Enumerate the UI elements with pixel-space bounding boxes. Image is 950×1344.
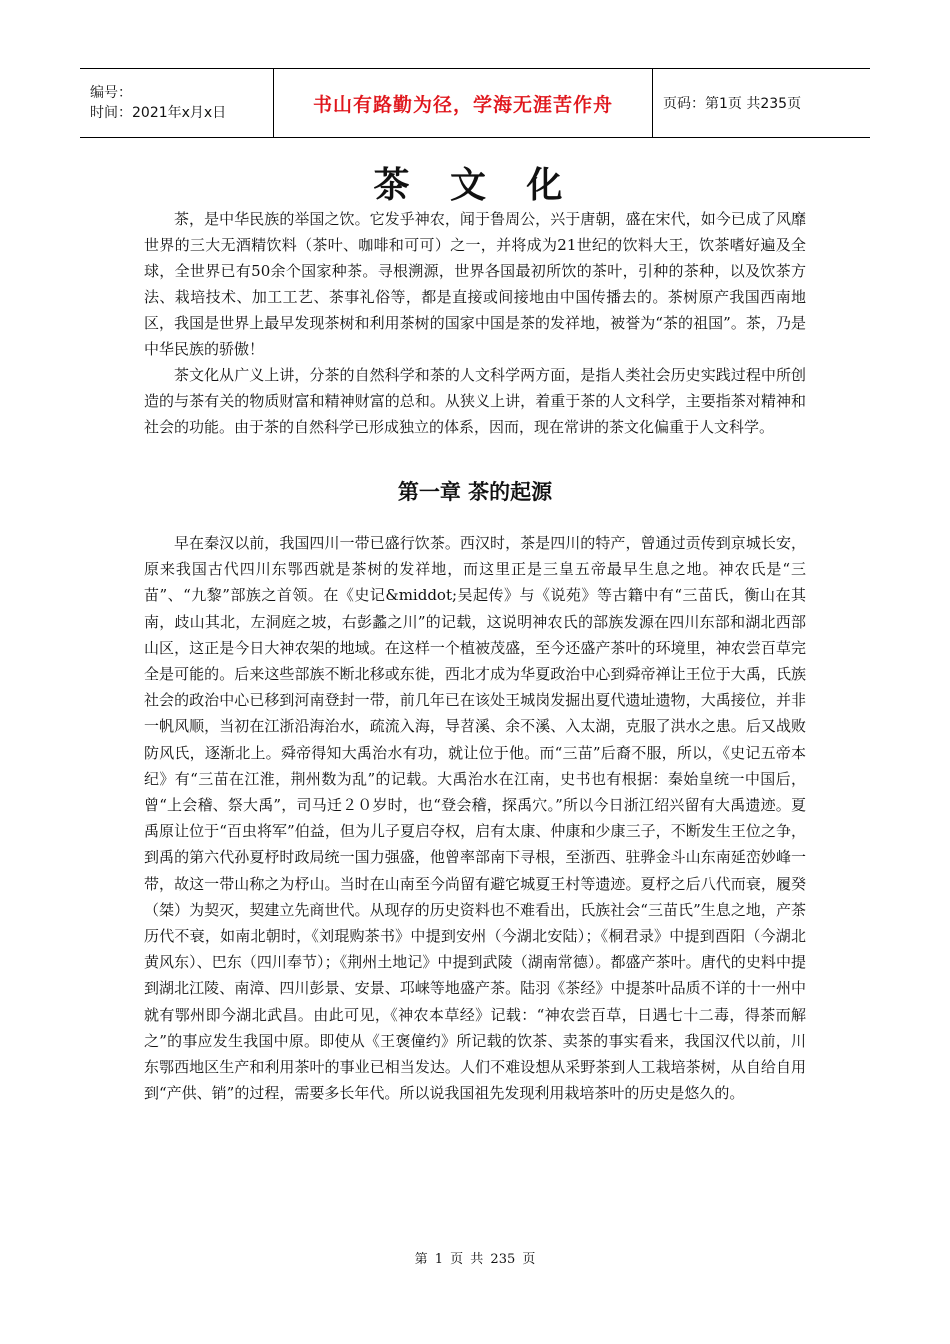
header-motto-cell	[273, 69, 653, 137]
intro-paragraph: 茶文化从广义上讲，分茶的自然科学和茶的人文科学两方面，是指人类社会历史实践过程中所创造的与茶有关的物质财富和精神财富的总和。从狭义上讲，着重于茶的人文科学，主要指茶对精神和社会的功能。由于茶的自然科学已形成独立的体系，因而，现在常讲的茶文化偏重于人文科学。	[144, 366, 806, 436]
chapter-heading: 第一章 茶的起源	[397, 480, 553, 504]
number-label: 编号：	[90, 85, 132, 101]
page-header	[80, 68, 870, 138]
header-meta	[80, 69, 273, 137]
date-label: 时间：2021年x月x日	[90, 105, 227, 121]
intro-section	[144, 206, 806, 440]
chapter-body	[144, 530, 806, 1106]
page-footer: 第 1 页 共 235 页	[414, 1252, 536, 1267]
document-title: 茶 文 化	[373, 164, 577, 206]
chapter-paragraph: 早在秦汉以前，我国四川一带已盛行饮茶。西汉时，茶是四川的特产，曾通过贡传到京城长安，原来我国古代四川东鄂西就是茶树的发祥地，而这里正是三皇五帝最早生息之地。神农氏是“三苗”、“九黎”部族之首领。在《史记&middot;吴起传》与《说苑》等古籍中有“三苗氏，衡山在其南，歧山其北，左洞庭之坡，右彭蠡之川”的记载，这说明神农氏的部族发源在四川东部和湖北西部山区，这正是今日大神农架的地域。在这样一个植被茂盛，至今还盛产茶叶的环境里，神农尝百草完全是可能的。后来这些部族不断北移或东徙，西北才成为华夏政治中心到舜帝禅让王位于大禹，氏族社会的政治中心已移到河南登封一带，前几年已在该处王城岗发掘出夏代遗址遗物，大禹接位，并非一帆风顺，当初在江浙沿海治水，疏流入海，导苕溪、余不溪、入太湖，克服了洪水之患。后又战败防风氏，逐渐北上。舜帝得知大禹治水有功，就让位于他。而“三苗”后裔不服，所以，《史记五帝本纪》有“三苗在江淮，荆州数为乱”的记载。大禹治水在江南，史书也有根据：秦始皇统一中国后，曾“上会稽、祭大禹”，司马迁２０岁时，也“登会稽，探禹穴。”所以今日浙江绍兴留有大禹遗迹。夏禹原让位于“百虫将军”伯益，但为儿子夏启夺权，启有太康、仲康和少康三子，不断发生王位之争，到禹的第六代孙夏杼时政局统一国力强盛，他曾率部南下寻根，至浙西、驻骅金斗山东南延峦妙峰一带，故这一带山称之为杼山。当时在山南至今尚留有避它城夏王村等遗迹。夏杼之后八代而衰，履癸（桀）为契灭，契建立先商世代。从现存的历史资料也不难看出，氏族社会“三苗氏”生息之地，产茶历代不衰，如南北朝时，《刘琨购茶书》中提到安州（今湖北安陆）；《桐君录》中提到酉阳（今湖北黄风东）、巴东（四川奉节）；《荆州土地记》中提到武陵（湖南常德）。都盛产茶叶。唐代的史料中提到湖北江陵、南漳、四川彭景、安景、邛崃等地盛产茶。陆羽《茶经》中提茶叶品质不详的十一州中就有鄂州即今湖北武昌。由此可见，《神农本草经》记载：“神农尝百草，日遇七十二毒，得茶而解之”的事应发生我国中原。即使从《王褒僮约》所记载的饮茶、卖茶的事实看来，我国汉代以前，川东鄂西地区生产和利用茶叶的事业已相当发达。人们不难设想从采野茶到人工栽培茶树，从自给自用到“产供、销”的过程，需要多长年代。所以说我国祖先发现利用栽培茶叶的历史是悠久的。	[144, 534, 806, 1103]
page-label: 页码：第1页 共235页	[663, 96, 802, 112]
header-page-cell	[653, 69, 870, 137]
intro-paragraph: 茶，是中华民族的举国之饮。它发乎神农，闻于鲁周公，兴于唐朝，盛在宋代，如今已成了风靡世界的三大无酒精饮料（茶叶、咖啡和可可）之一，并将成为21世纪的饮料大王，饮茶嗜好遍及全球，全世界已有50余个国家种茶。寻根溯源，世界各国最初所饮的茶叶，引种的茶种，以及饮茶方法、栽培技术、加工工艺、茶事礼俗等，都是直接或间接地由中国传播去的。茶树原产我国西南地区，我国是世界上最早发现茶树和利用茶树的国家中国是茶的发祥地，被誉为“茶的祖国”。茶，乃是中华民族的骄傲！	[144, 210, 806, 358]
motto: 书山有路勤为径，学海无涯苦作舟	[312, 93, 613, 116]
